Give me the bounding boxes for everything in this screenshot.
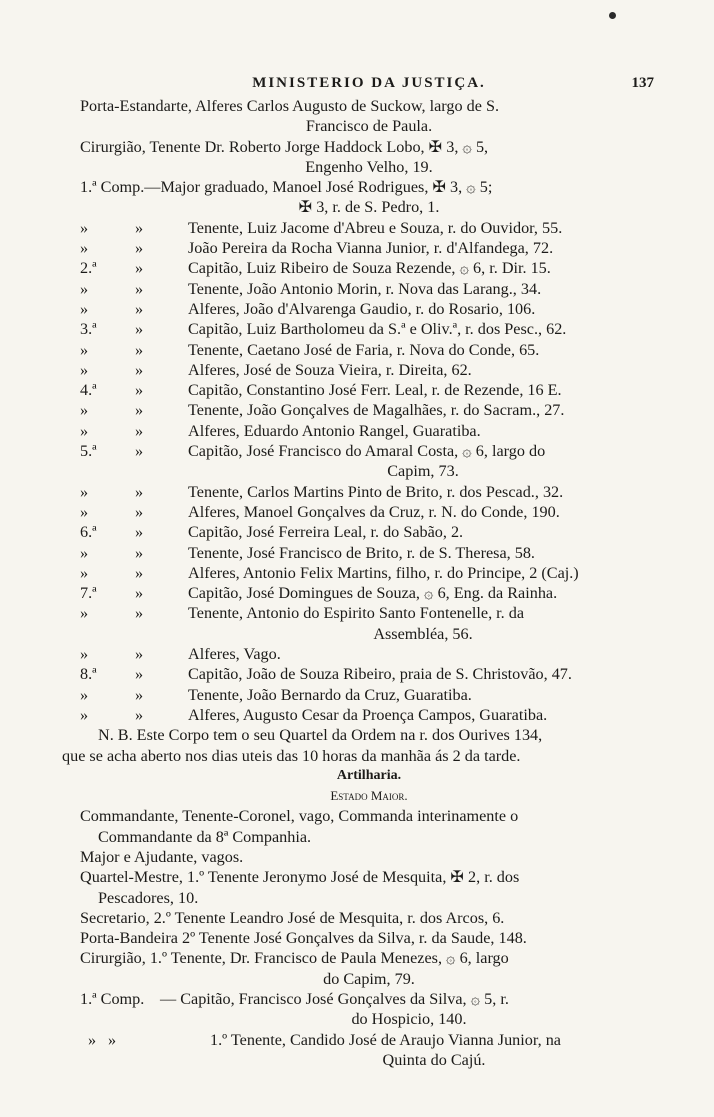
staff-entry: [80, 948, 658, 989]
company-row: [80, 400, 658, 420]
officer-entry: [188, 482, 658, 502]
staff-entry: [80, 867, 658, 908]
page-number: 137: [631, 75, 654, 91]
company-number: »: [80, 705, 89, 724]
company-number: »: [80, 645, 89, 664]
ditto-mark: »: [108, 1030, 117, 1049]
officer-line: Capitão, Constantino José Ferr. Leal, r. de Rezende, 16 E.: [188, 381, 562, 400]
company-number: »: [80, 401, 89, 420]
company-roster: [80, 218, 658, 725]
ink-speck: [609, 12, 616, 19]
company-row: [80, 238, 658, 258]
officer-entry: [188, 644, 658, 664]
company-row: [80, 421, 658, 441]
company-number: 5.ª: [80, 442, 97, 461]
ditto-mark: »: [135, 645, 144, 664]
entry-continuation: ✠ 3, r. de S. Pedro, 1.: [298, 198, 440, 217]
officer-entry: [188, 583, 658, 603]
entry-line: Quartel-Mestre, 1.º Tenente Jeronymo José de Mesquita, ✠ 2, r. dos: [80, 868, 520, 887]
company-number: 1.ª Comp.: [80, 990, 145, 1009]
ditto-mark: »: [135, 401, 144, 420]
staff-entry: [80, 928, 658, 948]
entry-line: Porta-Estandarte, Alferes Carlos Augusto de Suckow, largo de S.: [80, 97, 499, 115]
ditto-mark: »: [135, 421, 144, 440]
ditto-mark: »: [135, 543, 144, 562]
entry-continuation: do Capim, 79.: [323, 969, 415, 988]
ditto-mark: »: [135, 340, 144, 359]
entry-line: Porta-Bandeira 2º Tenente José Gonçalves da Silva, r. da Saude, 148.: [80, 929, 527, 948]
officer-entry: [188, 400, 658, 420]
officer-line: Tenente, Carlos Martins Pinto de Brito, r. dos Pescad., 32.: [188, 482, 564, 501]
officer-line: Alferes, João d'Alvarenga Gaudio, r. do Rosario, 106.: [188, 299, 536, 318]
company-row: [80, 502, 658, 522]
section-subtitle: Estado Maior.: [330, 788, 408, 804]
company-number: 8.ª: [80, 665, 97, 684]
officer-line: Tenente, José Francisco de Brito, r. de S. Theresa, 58.: [188, 543, 535, 562]
company-row: [80, 299, 658, 319]
company-number: »: [80, 421, 89, 440]
officer-line: Capitão, José Ferreira Leal, r. do Sabão, 2.: [188, 523, 464, 542]
ditto-mark: »: [135, 259, 144, 278]
ditto-mark: »: [135, 685, 144, 704]
officer-entry: [160, 989, 658, 1030]
officer-line: Capitão, José Domingues de Souza, ۞ 6, Eng. da Rainha.: [188, 584, 558, 603]
artillery-company-row: [80, 1030, 658, 1071]
officer-line: Tenente, Antonio do Espirito Santo Fontenelle, r. da: [188, 604, 525, 623]
officer-entry: [188, 603, 658, 644]
officer-line: Alferes, Augusto Cesar da Proença Campos, Guaratiba.: [188, 705, 548, 724]
ditto-mark: »: [135, 299, 144, 318]
company-row: [80, 644, 658, 664]
company-row: [80, 705, 658, 725]
company-number: »: [80, 299, 89, 318]
company-row: [80, 380, 658, 400]
company-row: [80, 340, 658, 360]
artillery-staff: [80, 806, 658, 989]
ditto-mark: »: [135, 320, 144, 339]
officer-continuation: Quinta do Cajú.: [382, 1050, 486, 1069]
officer-entry: [188, 238, 658, 258]
artillery-companies: [80, 989, 658, 1070]
company-row: [80, 685, 658, 705]
entry-line: Major e Ajudante, vagos.: [80, 847, 244, 866]
officer-continuation: Assembléa, 56.: [373, 624, 473, 643]
officer-entry: [188, 421, 658, 441]
company-row: [80, 583, 658, 603]
staff-entry: [80, 806, 658, 847]
officer-entry: [188, 258, 658, 278]
company-number: »: [80, 685, 89, 704]
officer-line: Tenente, João Antonio Morin, r. Nova das Larang., 34.: [188, 279, 542, 298]
entry-continuation: Pescadores, 10.: [98, 888, 199, 907]
ditto-mark: »: [135, 218, 144, 237]
officer-entry: [188, 319, 658, 339]
company-number: »: [80, 279, 89, 298]
ditto-mark: »: [135, 239, 144, 258]
running-header: [84, 72, 654, 96]
company-number: »: [80, 563, 89, 582]
officer-entry: [188, 705, 658, 725]
officer-line: Tenente, Caetano José de Faria, r. Nova do Conde, 65.: [188, 340, 540, 359]
company-row: [80, 664, 658, 684]
officer-line: Tenente, Luiz Jacome d'Abreu e Souza, r. do Ouvidor, 55.: [188, 218, 563, 237]
ditto-mark: »: [135, 381, 144, 400]
company-number: 7.ª: [80, 584, 97, 603]
company-number: 4.ª: [80, 381, 97, 400]
artillery-company-row: [80, 989, 658, 1030]
officer-entry: [188, 522, 658, 542]
entry-line: Cirurgião, Tenente Dr. Roberto Jorge Haddock Lobo, ✠ 3, ۞ 5,: [80, 137, 489, 156]
company-row: [80, 441, 658, 482]
officer-entry: [188, 380, 658, 400]
ditto-mark: »: [135, 563, 144, 582]
company-number: 2.ª: [80, 259, 97, 278]
company-number: »: [80, 239, 89, 258]
company-number: »: [80, 482, 89, 501]
company-number: 6.ª: [80, 523, 97, 542]
officer-entry: [188, 563, 658, 583]
company-number: »: [80, 340, 89, 359]
officer-entry: [188, 664, 658, 684]
entry-line: Commandante, Tenente-Coronel, vago, Commanda interinamente o: [80, 807, 519, 826]
ditto-mark: »: [135, 279, 144, 298]
officer-line: Capitão, Luiz Bartholomeu da S.ª e Oliv.ª, r. dos Pesc., 62.: [188, 320, 567, 339]
officer-line: 1.º Tenente, Candido José de Araujo Vianna Junior, na: [210, 1030, 561, 1049]
company-number: »: [80, 218, 89, 237]
entry-continuation: Francisco de Paula.: [305, 117, 433, 136]
company-number: »: [80, 543, 89, 562]
ditto-mark: »: [135, 502, 144, 521]
company-number: »: [80, 502, 89, 521]
entry-continuation: Engenho Velho, 19.: [305, 157, 433, 176]
company-row: [80, 279, 658, 299]
staff-entry: [80, 908, 658, 928]
officer-line: Capitão, José Francisco do Amaral Costa, ۞ 6, largo do: [188, 442, 546, 461]
company-row: [80, 258, 658, 278]
ditto-mark: »: [135, 482, 144, 501]
officer-line: Alferes, Vago.: [188, 645, 281, 664]
page-title: MINISTERIO DA JUSTIÇA.: [252, 75, 486, 91]
entry-first-company: [80, 177, 658, 218]
officer-continuation: do Hospicio, 140.: [351, 1010, 467, 1029]
company-row: [80, 563, 658, 583]
company-row: [80, 218, 658, 238]
officer-line: Tenente, João Gonçalves de Magalhães, r. do Sacram., 27.: [188, 401, 565, 420]
ditto-mark: »: [135, 360, 144, 379]
officer-entry: [188, 685, 658, 705]
company-row: [80, 543, 658, 563]
officer-entry: [188, 299, 658, 319]
company-number: »: [88, 1030, 97, 1049]
entry-line: Cirurgião, 1.º Tenente, Dr. Francisco de Paula Menezes, ۞ 6, largo: [80, 949, 509, 968]
company-row: [80, 319, 658, 339]
officer-line: Alferes, Eduardo Antonio Rangel, Guaratiba.: [188, 421, 481, 440]
company-row: [80, 482, 658, 502]
section-title: Artilharia.: [336, 767, 402, 783]
ditto-mark: »: [135, 442, 144, 461]
company-number: 3.ª: [80, 320, 97, 339]
note-line: que se acha aberto nos dias uteis das 10 horas da manhãa ás 2 da tarde.: [62, 746, 521, 765]
ditto-mark: »: [135, 584, 144, 603]
company-number: »: [80, 360, 89, 379]
officer-line: Tenente, João Bernardo da Cruz, Guaratiba.: [188, 685, 472, 704]
entry-line: Secretario, 2.º Tenente Leandro José de Mesquita, r. dos Arcos, 6.: [80, 908, 505, 927]
ditto-mark: »: [135, 604, 144, 623]
company-row: [80, 603, 658, 644]
officer-entry: [188, 502, 658, 522]
company-number: »: [80, 604, 89, 623]
officer-entry: [188, 543, 658, 563]
officer-entry: [188, 279, 658, 299]
note-line: N. B. Este Corpo tem o seu Quartel da Ordem na r. dos Ourives 134,: [98, 726, 543, 745]
ditto-mark: »: [135, 705, 144, 724]
company-row: [80, 522, 658, 542]
officer-line: Alferes, Manoel Gonçalves da Cruz, r. N. do Conde, 190.: [188, 502, 560, 521]
entry-line: 1.ª Comp.—Major graduado, Manoel José Rodrigues, ✠ 3, ۞ 5;: [80, 178, 493, 197]
ditto-mark: »: [135, 665, 144, 684]
officer-line: Capitão, João de Souza Ribeiro, praia de S. Christovão, 47.: [188, 665, 572, 684]
officer-line: João Pereira da Rocha Vianna Junior, r. d'Alfandega, 72.: [188, 239, 554, 258]
page-body: [62, 96, 658, 1070]
staff-entry: [80, 847, 658, 867]
officer-line: — Capitão, Francisco José Gonçalves da Silva, ۞ 5, r.: [160, 990, 509, 1009]
entry-porta-estandarte: [80, 96, 658, 137]
company-row: [80, 360, 658, 380]
entry-cirurgiao: [80, 137, 658, 178]
ditto-mark: »: [135, 523, 144, 542]
nota-bene: [62, 725, 658, 766]
officer-line: Capitão, Luiz Ribeiro de Souza Rezende, ۞ 6, r. Dir. 15.: [188, 259, 551, 278]
officer-line: Alferes, José de Souza Vieira, r. Direita, 62.: [188, 360, 472, 379]
officer-entry: [188, 340, 658, 360]
officer-continuation: Capim, 73.: [387, 462, 459, 481]
officer-entry: [188, 360, 658, 380]
officer-entry: [210, 1030, 658, 1071]
entry-continuation: Commandante da 8ª Companhia.: [98, 827, 312, 846]
officer-line: Alferes, Antonio Felix Martins, filho, r. do Principe, 2 (Caj.): [188, 563, 579, 582]
officer-entry: [188, 441, 658, 482]
officer-entry: [188, 218, 658, 238]
